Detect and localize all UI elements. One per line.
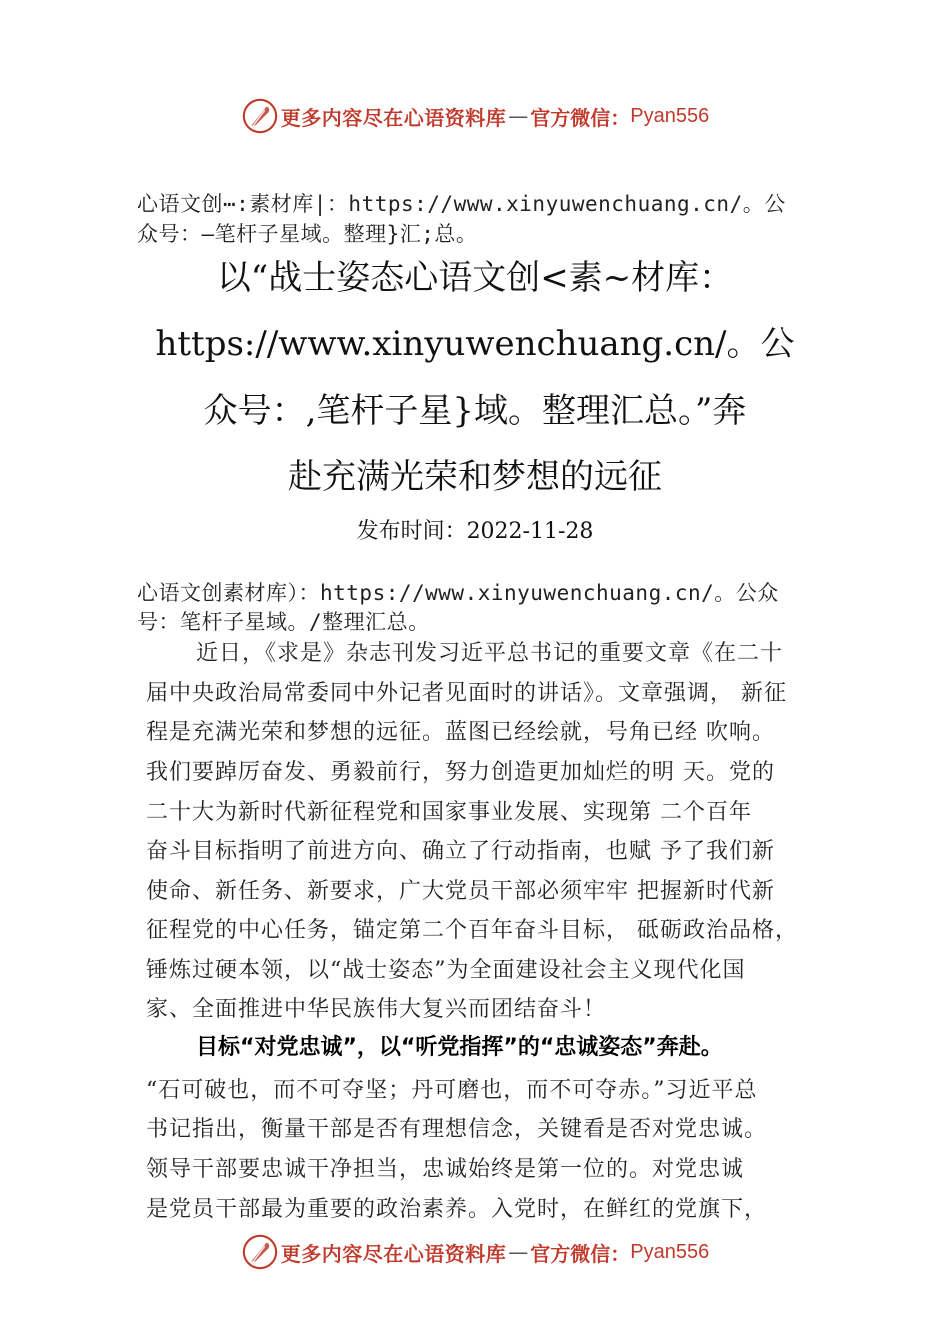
banner-wechat-id: Pyan556 [630,1240,710,1263]
banner-site-text: 更多内容尽在心语资料库 [280,1241,507,1266]
banner-dash: — [508,104,529,128]
paragraph-1-line: 锤炼过硬本领，以“战士姿态”为全面建设社会主义现代化国 [146,958,746,983]
paragraph-1-line: 二十大为新时代新征程党和国家事业发展、实现第 二个百年 [146,800,752,825]
paragraph-1-line: 我们要踔厉奋发、勇毅前行，努力创造更加灿烂的明 天。党的 [146,760,775,785]
watermark-mid-line-1: 心语文创素材库）：https://www.xinyuwenchuang.cn/。公众 [137,581,779,605]
paragraph-1-line: 奋斗目标指明了前进方向、确立了行动指南，也赋 予了我们新 [146,839,775,864]
watermark-top-line-2: 众号：—笔杆子星域。整理}汇;总。 [137,222,478,246]
watermark-mid-line-2: 号：笔杆子星域。/整理汇总。 [137,610,430,634]
paragraph-2-line: 书记指出，衡量干部是否有理想信念，关键看是否对党忠诚。 [146,1117,768,1142]
paragraph-1-line: 使命、新任务、新要求，广大党员干部必须牢牢 把握新时代新 [146,879,775,904]
banner-wechat-id: Pyan556 [630,104,710,127]
paragraph-2-line: “石可破也，而不可夺坚；丹可磨也，而不可夺赤。”习近平总 [146,1078,758,1103]
paragraph-1-line: 程是充满光荣和梦想的远征。蓝图已经绘就，号角已经 吹响。 [146,720,775,745]
title-line-1: 以“战士姿态心语文创<素~材库： [216,258,734,298]
feather-pen-icon [241,97,279,135]
feather-pen-icon [241,1233,279,1271]
section-heading-1: 目标“对党忠诚”，以“听党指挥”的“忠诚姿态”奔赴。 [196,1035,723,1060]
paragraph-1-line: 届中央政治局常委同中外记者见面时的讲话》。文章强调， 新征 [146,681,787,706]
banner-site-text: 更多内容尽在心语资料库 [280,105,507,130]
paragraph-1-line: 家、全面推进中华民族伟大复兴而团结奋斗！ [146,997,607,1022]
paragraph-2-line: 是党员干部最为重要的政治素养。入党时，在鲜红的党旗下， [146,1197,768,1222]
title-line-2: https://www.xinyuwenchuang.cn/。公 [155,324,795,364]
title-line-3: 众号：,笔杆子星}域。整理汇总。”奔 [203,391,747,431]
paragraph-2-line: 领导干部要忠诚干净担当，忠诚始终是第一位的。对党忠诚 [146,1157,745,1182]
paragraph-1-line: 征程党的中心任务，锚定第二个百年奋斗目标， 砥砺政治品格， [146,918,798,943]
publish-date: 发布时间：2022-11-28 [356,519,594,544]
banner-dash: — [508,1240,529,1264]
header-banner [0,94,950,138]
footer-banner [0,1230,950,1274]
banner-wechat-label: 官方微信： [530,105,631,130]
title-line-4: 赴充满光荣和梦想的远征 [288,457,662,497]
watermark-top-line-1: 心语文创⋯:素材库|：https://www.xinyuwenchuang.cn/。公 [137,192,786,216]
banner-wechat-label: 官方微信： [530,1241,631,1266]
paragraph-1-line: 近日，《求是》杂志刊发习近平总书记的重要文章《在二十 [196,641,784,666]
